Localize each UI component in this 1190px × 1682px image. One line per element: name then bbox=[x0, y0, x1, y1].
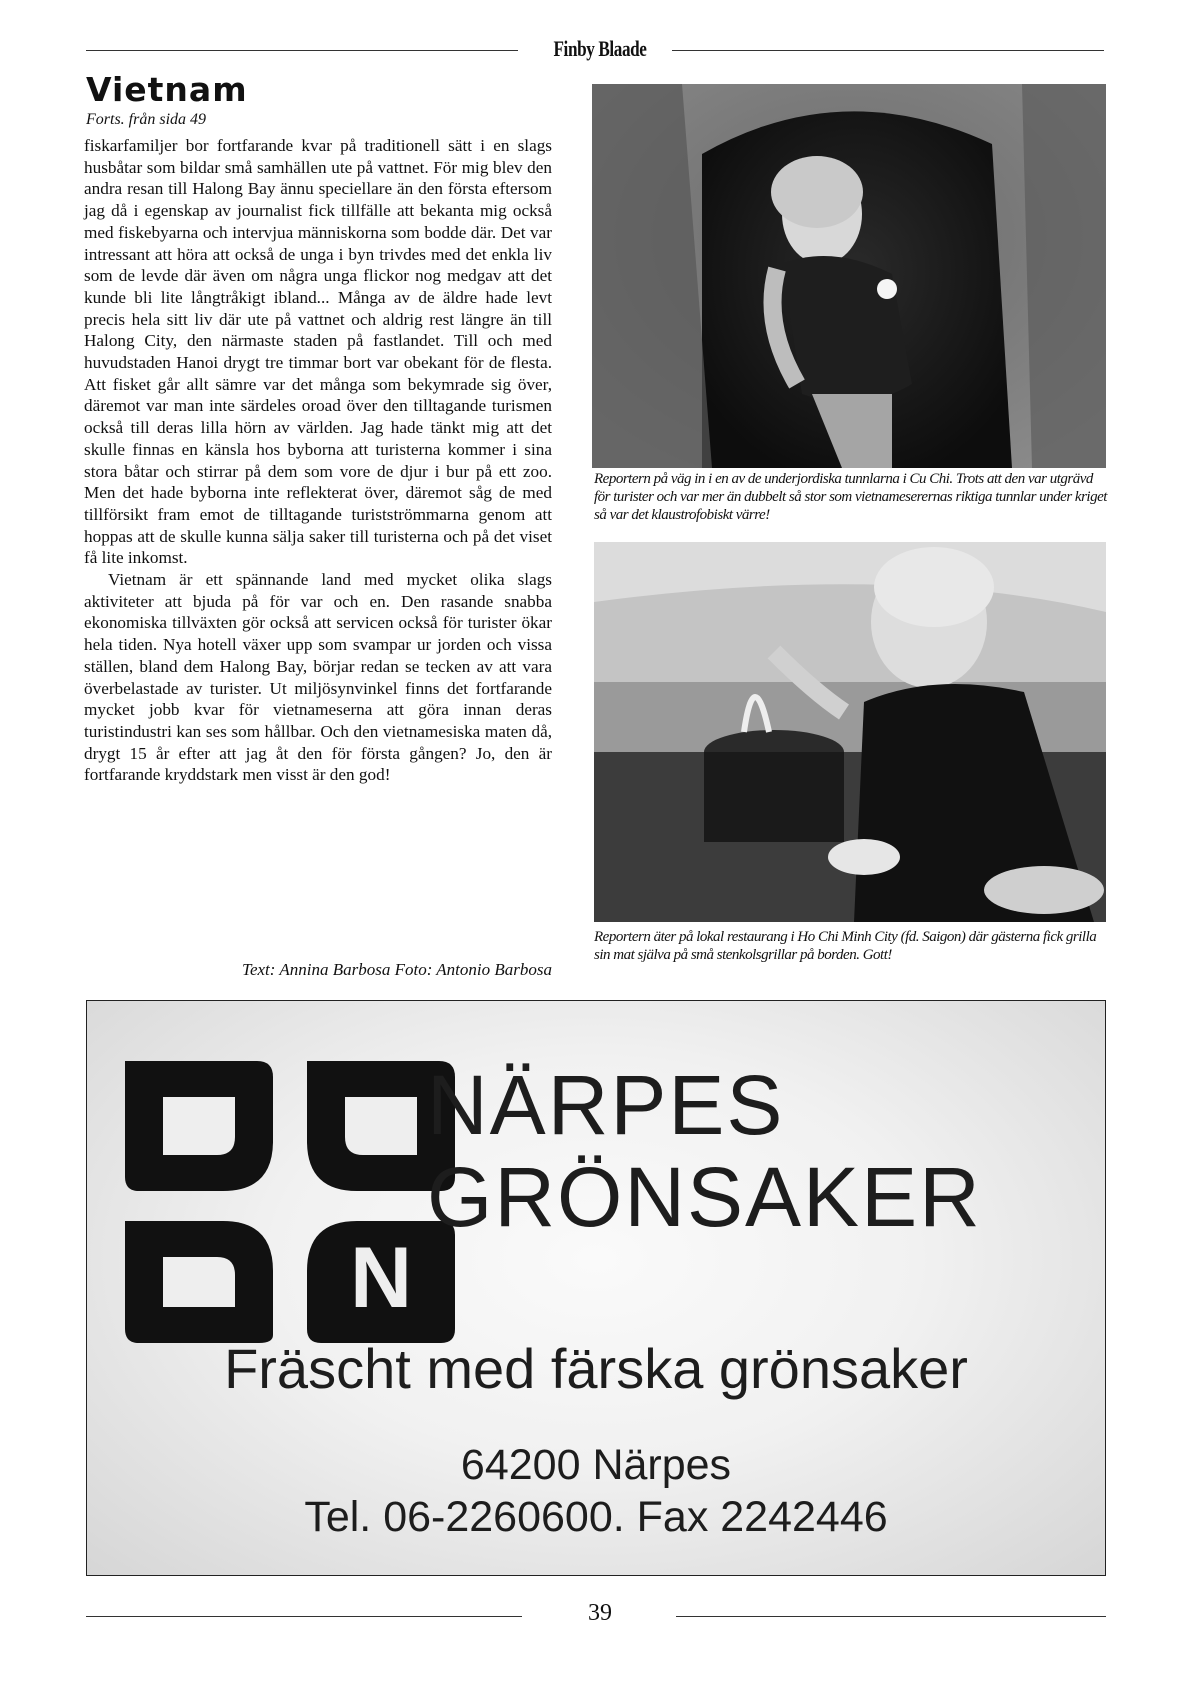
advertisement bbox=[86, 1000, 1106, 1576]
header-rule-left bbox=[86, 50, 518, 51]
ad-address: 64200 Närpes bbox=[460, 1441, 732, 1489]
article-paragraph: Vietnam är ett spännande land med mycket olika slags aktiviteter att bjuda på för var och en. Den rasande snabba ekonomiska tillväxten gör också att servicen också för turister ökar hela tiden. Nya hotell växer upp som svampar ur jorden och vissa ställen, bland dem Halong Bay, börjar redan se tecken av att vara överbelastade av turister. Ut miljösynvinkel finns det fortfarande mycket jobb kvar för vietnameserna att göra innan deras turistindustri kan ses som hållbar. Och den vietnamesiska maten då, drygt 15 år efter att jag åt den för första gången? Jo, den är fortfarande kryddstark men visst är den god! bbox=[84, 570, 552, 785]
article-title: Vietnam bbox=[86, 70, 248, 109]
footer-rule-left bbox=[86, 1616, 522, 1617]
ad-company-name bbox=[427, 1059, 982, 1243]
page-number: 39 bbox=[588, 1600, 612, 1626]
ad-tagline: Fräscht med färska grönsaker bbox=[224, 1337, 968, 1400]
footer-rule-right bbox=[676, 1616, 1106, 1617]
ad-phone: Tel. 06-2260600. Fax 2242446 bbox=[304, 1493, 888, 1541]
logo-letter: N bbox=[349, 1230, 413, 1326]
restaurant-photo bbox=[594, 542, 1106, 922]
article-byline: Text: Annina Barbosa Foto: Antonio Barbosa bbox=[242, 960, 552, 979]
tunnel-photo-caption: Reportern på väg in i en av de underjordiska tunnlarna i Cu Chi. Trots att den var utgrävd för turister och var mer än dubbelt så stor som vietnameserernas riktiga tunnlar under kriget så var det klaustrofobiskt värre! bbox=[594, 471, 1107, 523]
ad-company-line2: GRÖNSAKER bbox=[427, 1150, 982, 1244]
article-paragraph: fiskarfamiljer bor fortfarande kvar på traditionell sätt i en slags husbåtar som bildar små samhällen ute på vattnet. För mig blev den andra resan till Halong Bay ännu speciellare än den första eftersom jag då i egenskap av journalist fick tillfälle att bekanta mig också med fiskebyarna och intervjua människorna som bodde där. Det var intressant att höra att också de unga i byn trivdes med det enkla liv som de levde där även om några unga flickor nog medgav att det kunde bli lite långtråkigt ibland... Många av de äldre hade levt precis hela sitt liv där ute på vattnet och aldrig rest längre än till Halong City, den närmaste staden på fastlandet. Till och med huvudstaden Hanoi drygt tre timmar bort var obekant för de flesta. Att fisket går allt sämre var det många som bekymrade sig över, däremot var man inte särdeles oroad över den tilltagande turismen också till deras lilla hörn av världen. Jag hade tänkt mig att det skulle finnas en känsla hos byborna att turisterna kommer i sina stora båtar och stirrar på dem som vore de djur i bur på ett zoo. Men det hade byborna inte reflekterat över, däremot såg de med tillförsikt fram emot de tilltagande turistströmmarna genom att hoppas att de skulle kunna sälja saker till turisterna och på det viset få lite inkomst. bbox=[84, 136, 552, 568]
header-rule-right bbox=[672, 50, 1104, 51]
article-body bbox=[84, 135, 552, 786]
tunnel-photo bbox=[592, 84, 1106, 468]
continued-from: Forts. från sida 49 bbox=[86, 111, 207, 128]
ad-company-line1: NÄRPES bbox=[427, 1058, 785, 1152]
restaurant-photo-caption: Reportern äter på lokal restaurang i Ho Chi Minh City (fd. Saigon) där gästerna fick grilla sin mat själva på små stenkolsgrillar på borden. Gott! bbox=[594, 929, 1097, 963]
publication-name: Finby Blaade bbox=[553, 36, 647, 61]
